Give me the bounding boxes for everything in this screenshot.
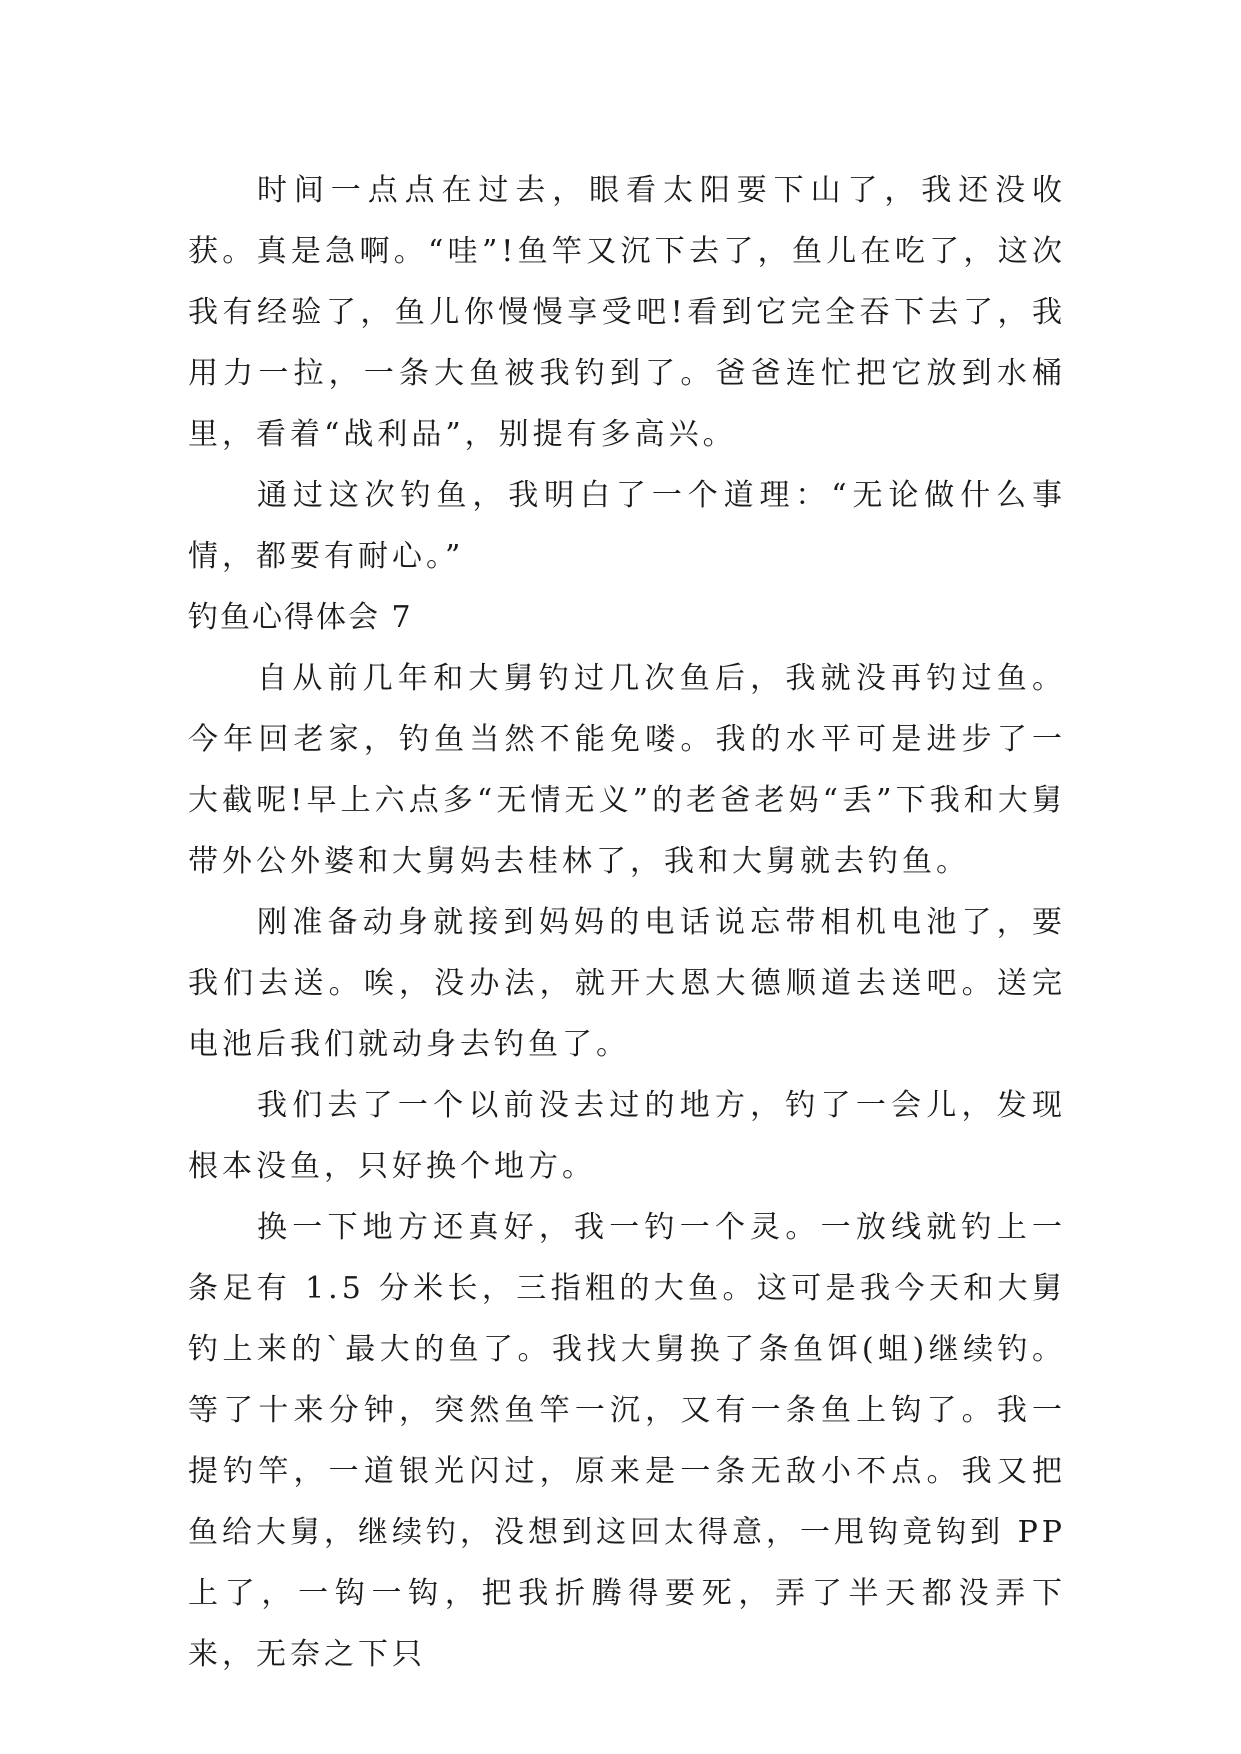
paragraph: 时间一点点在过去，眼看太阳要下山了，我还没收获。真是急啊。“哇”!鱼竿又沉下去了，鱼儿在吃了，这次我有经验了，鱼儿你慢慢享受吧!看到它完全吞下去了，我用力一拉，一条大鱼被我钓到了。爸爸连忙把它放到水桶里，看着“战利品”，别提有多高兴。 <box>188 173 1066 452</box>
paragraph: 自从前几年和大舅钓过几次鱼后，我就没再钓过鱼。今年回老家，钓鱼当然不能免喽。我的水平可是进步了一大截呢!早上六点多“无情无义”的老爸老妈“丢”下我和大舅带外公外婆和大舅妈去桂林了，我和大舅就去钓鱼。 <box>188 661 1066 879</box>
paragraph: 换一下地方还真好，我一钓一个灵。一放线就钓上一条足有 1.5 分米长，三指粗的大鱼。这可是我今天和大舅钓上来的`最大的鱼了。我找大舅换了条鱼饵(蛆)继续钓。等了十来分钟，突然鱼竿一沉，又有一条鱼上钩了。我一提钓竿，一道银光闪过，原来是一条无敌小不点。我又把鱼给大舅，继续钓，没想到这回太得意，一甩钩竟钩到 PP 上了，一钩一钩，把我折腾得要死，弄了半天都没弄下来，无奈之下只 <box>188 1210 1066 1672</box>
section-title: 钓鱼心得体会 7 <box>188 600 413 635</box>
document-body <box>188 160 1066 1685</box>
paragraph: 我们去了一个以前没去过的地方，钓了一会儿，发现根本没鱼，只好换个地方。 <box>188 1088 1066 1184</box>
paragraph: 通过这次钓鱼，我明白了一个道理：“无论做什么事情，都要有耐心。” <box>188 478 1066 574</box>
paragraph: 刚准备动身就接到妈妈的电话说忘带相机电池了，要我们去送。唉，没办法，就开大恩大德顺道去送吧。送完电池后我们就动身去钓鱼了。 <box>188 905 1066 1062</box>
